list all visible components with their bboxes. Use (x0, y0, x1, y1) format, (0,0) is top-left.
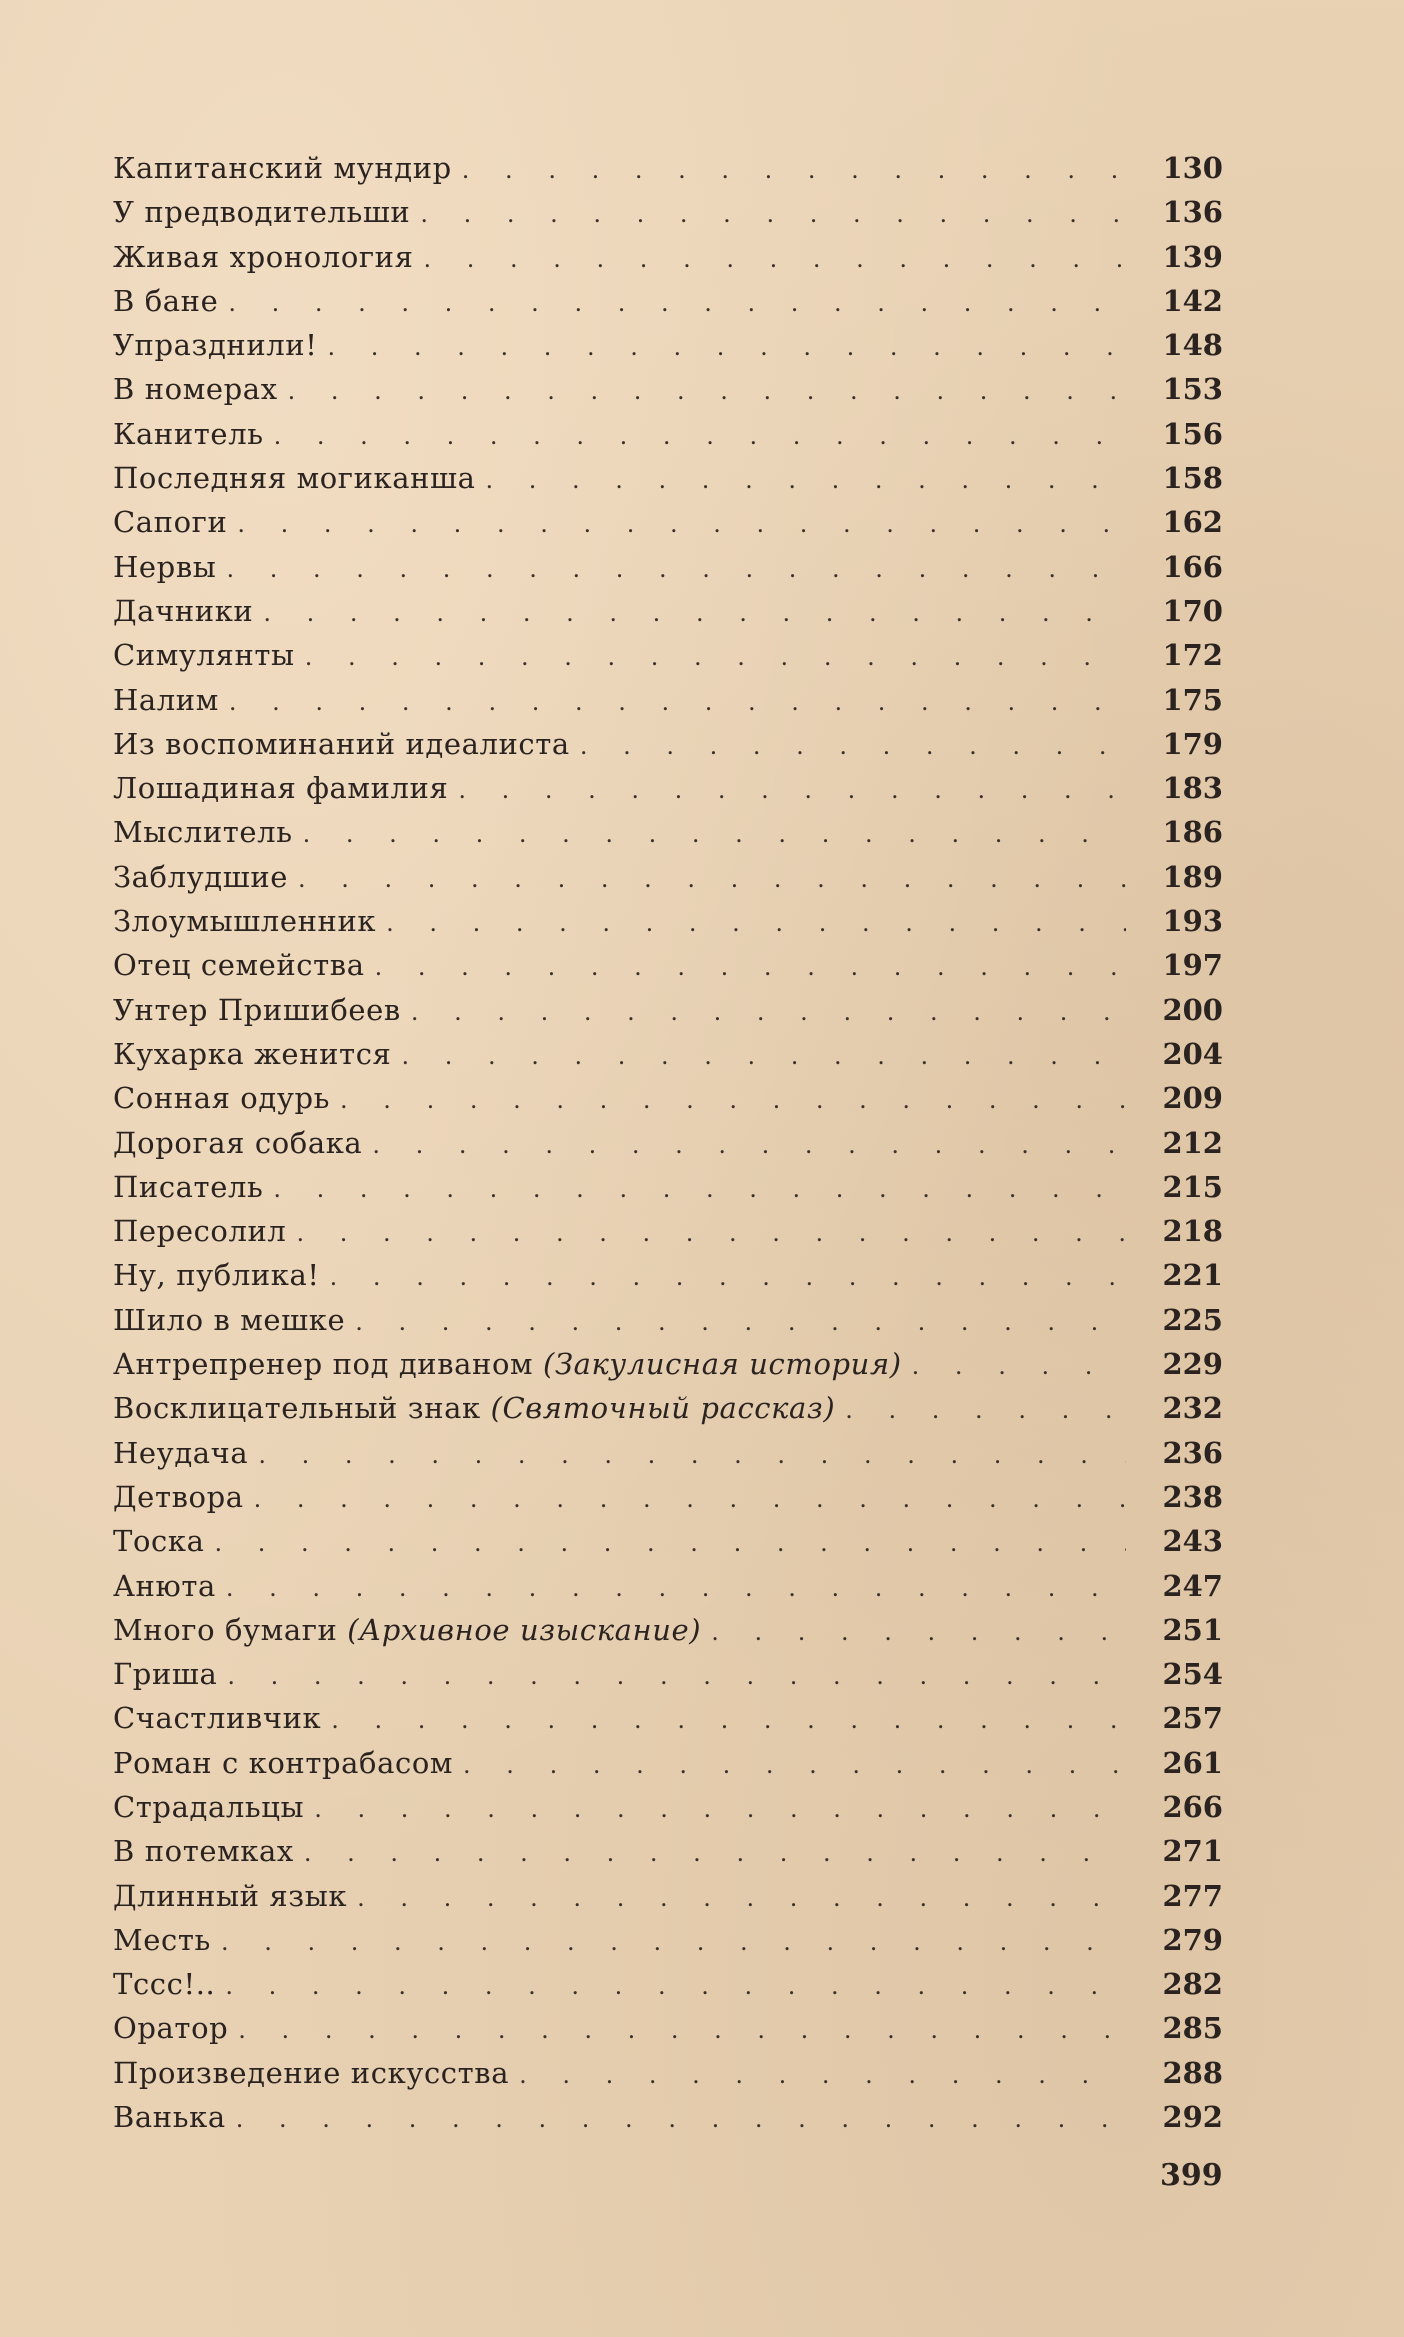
toc-entry-title-text: В бане (113, 283, 219, 318)
toc-entry-page: 221 (1162, 1258, 1223, 1293)
toc-entry-page: 148 (1162, 328, 1223, 363)
toc-entry-page: 225 (1162, 1302, 1223, 1337)
toc-entry-title (113, 1032, 401, 1076)
toc-entry-title-text: Сонная одурь (113, 1081, 331, 1116)
toc-entry-title-text: Оратор (113, 2011, 229, 2046)
toc-entry-page: 261 (1162, 1745, 1223, 1780)
toc-entry-title (113, 1829, 304, 1873)
toc-entry-title-text: Симулянты (113, 638, 295, 673)
toc-entry-page: 282 (1162, 1967, 1223, 2002)
toc-entry-title-text: В номерах (113, 372, 278, 407)
toc-leader-dots (375, 945, 1127, 989)
toc-entry-page: 247 (1162, 1568, 1223, 1603)
toc-entry (113, 1519, 1223, 1563)
toc-entry-title (113, 1386, 845, 1430)
toc-entry (113, 1741, 1223, 1785)
toc-leader-dots (912, 1344, 1127, 1388)
toc-entry-title-text: Страдальцы (113, 1789, 305, 1824)
toc-entry-title (113, 1342, 912, 1386)
toc-leader-dots (458, 768, 1126, 812)
toc-entry-title-text: Тоска (113, 1524, 205, 1559)
toc-entry (113, 722, 1223, 766)
toc-entry-title (113, 146, 462, 190)
toc-entry-title-text: Заблудшие (113, 859, 289, 894)
toc-entry-page: 183 (1162, 771, 1223, 806)
toc-leader-dots (296, 1211, 1126, 1255)
toc-entry-title-text: Из воспоминаний идеалиста (113, 726, 570, 761)
toc-entry (113, 1253, 1223, 1297)
toc-entry-title (113, 766, 458, 810)
toc-entry-page: 189 (1162, 859, 1223, 894)
toc-leader-dots (355, 1300, 1126, 1344)
toc-leader-dots (298, 857, 1126, 901)
toc-entry-title-text: Налим (113, 682, 219, 717)
toc-leader-dots (263, 591, 1126, 635)
toc-entry-page: 209 (1162, 1081, 1223, 1116)
toc-entry (113, 633, 1223, 677)
toc-entry-title (113, 1918, 221, 1962)
toc-entry-title (113, 1519, 214, 1563)
toc-entry-title-text: Ну, публика! (113, 1258, 320, 1293)
toc-entry-title (113, 412, 274, 456)
toc-entry-title-text: Гриша (113, 1657, 218, 1692)
toc-entry (113, 2051, 1223, 2095)
toc-entry (113, 279, 1223, 323)
toc-entry-title (113, 943, 375, 987)
toc-entry-title-text: Капитанский мундир (113, 151, 452, 185)
toc-leader-dots (214, 1521, 1126, 1565)
toc-entry-page: 229 (1162, 1347, 1223, 1382)
toc-leader-dots (304, 1831, 1127, 1875)
toc-leader-dots (225, 1964, 1126, 2008)
toc-entry-page: 271 (1162, 1834, 1223, 1869)
toc-entry (113, 456, 1223, 500)
toc-entry-title (113, 1874, 357, 1918)
toc-entry-title (113, 1608, 711, 1652)
toc-entry-title-text: Нервы (113, 549, 217, 584)
toc-entry-page: 292 (1162, 2100, 1223, 2135)
toc-entry-page: 232 (1162, 1391, 1223, 1426)
toc-entry-title-text: Длинный язык (113, 1878, 348, 1913)
toc-entry-title-text: Роман с контрабасом (113, 1745, 454, 1780)
toc-entry-page: 285 (1162, 2011, 1223, 2046)
toc-entry-title-text: Писатель (113, 1169, 264, 1204)
toc-entry-title (113, 1785, 314, 1829)
toc-entry-title-text: Много бумаги (113, 1612, 338, 1647)
toc-entry-page: 197 (1162, 948, 1223, 983)
toc-entry-title (113, 2095, 236, 2139)
toc-leader-dots (330, 1255, 1127, 1299)
toc-leader-dots (237, 502, 1126, 546)
toc-entry-page: 254 (1162, 1657, 1223, 1692)
toc-entry-page: 175 (1162, 682, 1223, 717)
toc-entry (113, 1696, 1223, 1740)
toc-entry-title (113, 1741, 463, 1785)
toc-entry (113, 1298, 1223, 1342)
toc-entry (113, 855, 1223, 899)
toc-entry-title-text: Произведение искусства (113, 2055, 510, 2090)
toc-leader-dots (273, 1167, 1126, 1211)
toc-entry-page: 215 (1162, 1169, 1223, 1204)
toc-leader-dots (305, 635, 1127, 679)
toc-entry-title (113, 1121, 372, 1165)
toc-entry-title (113, 899, 386, 943)
toc-entry (113, 545, 1223, 589)
toc-entry-title-text: Антрепренер под диваном (113, 1347, 534, 1382)
toc-entry-title-text: Месть (113, 1922, 211, 1957)
toc-entry-title-text: Отец семейства (113, 948, 365, 983)
toc-leader-dots (463, 1743, 1126, 1787)
toc-entry-title (113, 1298, 355, 1342)
toc-entry-page: 142 (1162, 283, 1223, 318)
toc-entry-title (113, 367, 288, 411)
toc-entry (113, 1829, 1223, 1873)
toc-leader-dots (340, 1078, 1126, 1122)
toc-entry-page: 156 (1162, 416, 1223, 451)
toc-entry (113, 412, 1223, 456)
toc-entry-page: 162 (1162, 505, 1223, 540)
toc-entry (113, 146, 1223, 190)
toc-entry-title-text: Злоумышленник (113, 904, 377, 939)
toc-entry-subtitle: (Архивное изыскание) (347, 1612, 702, 1647)
toc-entry-page: 186 (1162, 815, 1223, 850)
toc-entry (113, 1475, 1223, 1519)
toc-entry (113, 500, 1223, 544)
toc-leader-dots (462, 148, 1127, 192)
toc-entry-title (113, 633, 305, 677)
toc-entry-title-text: В потемках (113, 1834, 294, 1869)
toc-entry (113, 899, 1223, 943)
toc-entry (113, 1431, 1223, 1475)
toc-entry-title (113, 1076, 340, 1120)
toc-entry-page: 218 (1162, 1214, 1223, 1249)
toc-leader-dots (226, 1566, 1127, 1610)
toc-entry (113, 1918, 1223, 1962)
toc-entry (113, 1962, 1223, 2006)
toc-entry (113, 323, 1223, 367)
toc-leader-dots (229, 680, 1127, 724)
toc-entry-title (113, 1696, 331, 1740)
toc-entry-title (113, 500, 237, 544)
toc-leader-dots (711, 1610, 1126, 1654)
toc-entry-title-text: Дачники (113, 593, 254, 628)
toc-leader-dots (420, 192, 1126, 236)
toc-entry (113, 988, 1223, 1032)
toc-leader-dots (238, 2008, 1126, 2052)
toc-entry-title-text: Счастливчик (113, 1701, 322, 1736)
toc-entry-title (113, 323, 327, 367)
toc-entry-title (113, 1431, 258, 1475)
toc-entry-title (113, 545, 226, 589)
toc-entry-title (113, 1962, 225, 2006)
toc-entry-title-text: Дорогая собака (113, 1125, 363, 1160)
toc-leader-dots (372, 1123, 1126, 1167)
toc-entry-page: 288 (1162, 2055, 1223, 2090)
toc-entry (113, 190, 1223, 234)
toc-entry-title (113, 2051, 519, 2095)
toc-entry-page: 204 (1162, 1036, 1223, 1071)
toc-leader-dots (303, 812, 1127, 856)
toc-entry (113, 2006, 1223, 2050)
toc-entry-page: 153 (1162, 372, 1223, 407)
toc-leader-dots (386, 901, 1126, 945)
table-of-contents (113, 146, 1223, 2139)
toc-entry (113, 2095, 1223, 2139)
toc-entry-page: 212 (1162, 1125, 1223, 1160)
toc-entry-title (113, 1564, 226, 1608)
toc-entry-subtitle: (Закулисная история) (543, 1347, 902, 1382)
toc-entry (113, 1032, 1223, 1076)
toc-entry (113, 943, 1223, 987)
toc-leader-dots (486, 458, 1127, 502)
toc-entry-title (113, 456, 486, 500)
toc-entry-title-text: Анюта (113, 1568, 216, 1603)
toc-entry-title (113, 1209, 296, 1253)
toc-entry-title (113, 2006, 238, 2050)
toc-entry-title-text: Ванька (113, 2100, 226, 2135)
toc-entry-title (113, 678, 229, 722)
toc-entry (113, 810, 1223, 854)
toc-leader-dots (274, 414, 1127, 458)
toc-leader-dots (254, 1477, 1127, 1521)
toc-entry-page: 279 (1162, 1922, 1223, 1957)
toc-entry-title (113, 810, 303, 854)
toc-leader-dots (258, 1433, 1126, 1477)
toc-entry-page: 158 (1162, 461, 1223, 496)
toc-entry-title-text: Сапоги (113, 505, 228, 540)
toc-entry-title (113, 855, 298, 899)
toc-entry (113, 589, 1223, 633)
toc-entry-page: 236 (1162, 1435, 1223, 1470)
toc-entry-title (113, 988, 411, 1032)
toc-leader-dots (226, 547, 1126, 591)
toc-entry (113, 235, 1223, 279)
toc-entry (113, 1121, 1223, 1165)
toc-entry-title (113, 589, 263, 633)
toc-entry (113, 1785, 1223, 1829)
toc-entry-title-text: Тссс!.. (113, 1967, 216, 2002)
toc-leader-dots (519, 2053, 1126, 2097)
toc-entry-title (113, 722, 580, 766)
page-number: 399 (1160, 2158, 1223, 2193)
toc-leader-dots (314, 1787, 1126, 1831)
toc-entry (113, 1652, 1223, 1696)
toc-entry-title-text: Шило в мешке (113, 1302, 346, 1337)
toc-entry-page: 179 (1162, 726, 1223, 761)
toc-entry (113, 1165, 1223, 1209)
toc-entry-title-text: Пересолил (113, 1214, 287, 1249)
toc-entry-title (113, 1475, 254, 1519)
toc-entry-subtitle: (Святочный рассказ) (490, 1391, 836, 1426)
toc-entry (113, 678, 1223, 722)
toc-entry (113, 1564, 1223, 1608)
toc-leader-dots (236, 2097, 1127, 2141)
toc-entry-title-text: Лошадиная фамилия (113, 771, 449, 806)
toc-entry-page: 251 (1162, 1612, 1223, 1647)
toc-entry-title (113, 1652, 227, 1696)
toc-entry (113, 1209, 1223, 1253)
toc-entry-page: 136 (1162, 195, 1223, 230)
toc-entry (113, 766, 1223, 810)
toc-entry-page: 257 (1162, 1701, 1223, 1736)
toc-entry-title-text: У предводительши (113, 195, 411, 230)
toc-entry-title (113, 1253, 330, 1297)
toc-entry-page: 166 (1162, 549, 1223, 584)
toc-entry-title (113, 235, 424, 279)
toc-entry-page: 170 (1162, 593, 1223, 628)
toc-entry (113, 367, 1223, 411)
toc-entry-page: 277 (1162, 1878, 1223, 1913)
toc-entry (113, 1874, 1223, 1918)
toc-leader-dots (401, 1034, 1126, 1078)
toc-leader-dots (227, 1654, 1126, 1698)
toc-entry-title-text: Живая хронология (113, 239, 414, 274)
toc-entry-page: 172 (1162, 638, 1223, 673)
toc-entry-page: 193 (1162, 904, 1223, 939)
toc-entry-title (113, 279, 228, 323)
toc-leader-dots (580, 724, 1127, 768)
toc-entry-title-text: Канитель (113, 416, 264, 451)
toc-entry-page: 139 (1162, 239, 1223, 274)
toc-entry-title-text: Детвора (113, 1479, 244, 1514)
toc-entry-title-text: Неудача (113, 1435, 249, 1470)
toc-entry-title-text: Мыслитель (113, 815, 293, 850)
toc-entry-page: 130 (1162, 151, 1223, 185)
toc-leader-dots (424, 237, 1127, 281)
toc-leader-dots (288, 369, 1127, 413)
toc-entry-title-text: Последняя могиканша (113, 461, 476, 496)
toc-leader-dots (845, 1388, 1126, 1432)
toc-entry-title-text: Упразднили! (113, 328, 318, 363)
toc-entry (113, 1076, 1223, 1120)
toc-entry-title-text: Восклицательный знак (113, 1391, 481, 1426)
toc-entry (113, 1342, 1223, 1386)
toc-entry-title (113, 1165, 273, 1209)
toc-entry-title (113, 190, 420, 234)
toc-leader-dots (327, 325, 1126, 369)
toc-leader-dots (221, 1920, 1127, 1964)
toc-entry (113, 1608, 1223, 1652)
toc-entry-page: 200 (1162, 992, 1223, 1027)
toc-entry-page: 266 (1162, 1789, 1223, 1824)
toc-entry-page: 243 (1162, 1524, 1223, 1559)
toc-leader-dots (228, 281, 1126, 325)
toc-entry-title-text: Кухарка женится (113, 1036, 392, 1071)
toc-leader-dots (357, 1876, 1126, 1920)
toc-leader-dots (411, 990, 1127, 1034)
toc-entry-title-text: Унтер Пришибеев (113, 992, 401, 1027)
toc-leader-dots (331, 1698, 1126, 1742)
toc-entry-page: 238 (1162, 1479, 1223, 1514)
toc-entry (113, 1386, 1223, 1430)
